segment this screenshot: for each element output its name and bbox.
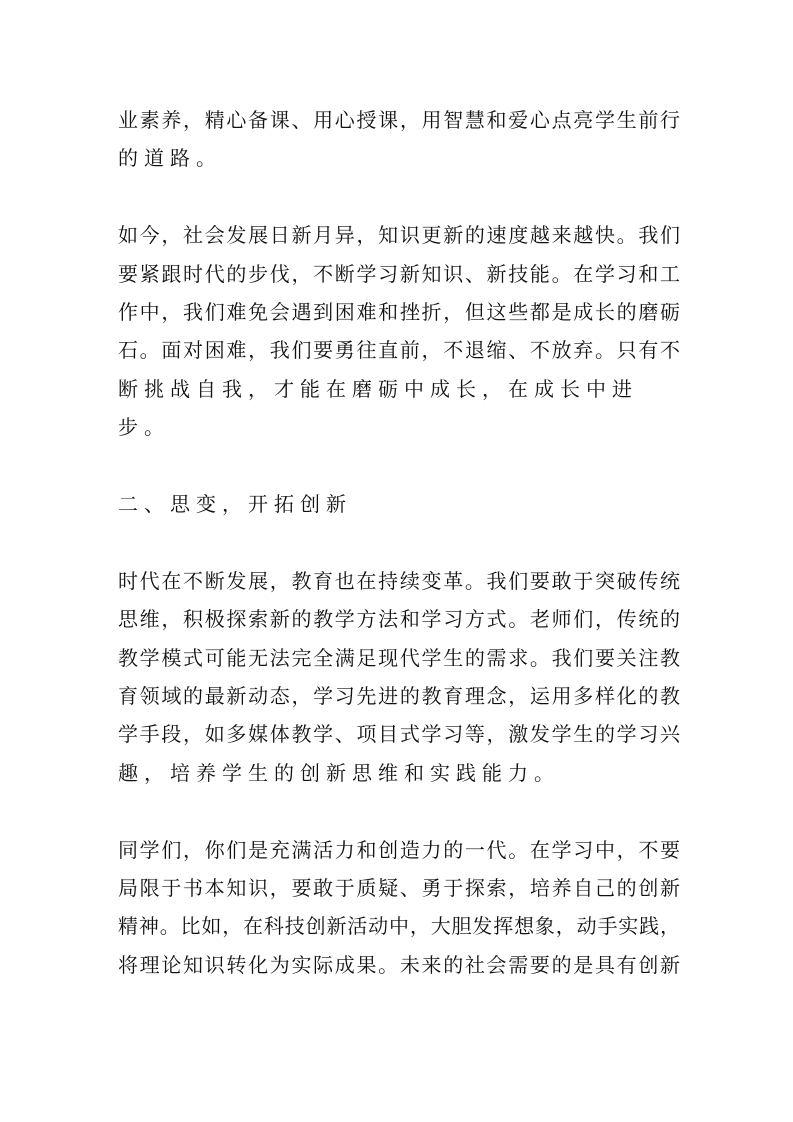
paragraph — [118, 562, 680, 792]
text-line: 要紧跟时代的步伐，不断学习新知识、新技能。在学习和工 — [118, 261, 680, 286]
text-line: 学手段，如多媒体教学、项目式学习等，激发学生的学习兴 — [118, 722, 680, 747]
text-line: 石。面对困难，我们要勇往直前，不退缩、不放弃。只有不 — [118, 338, 680, 363]
text-line: 业素养，精心备课、用心授课，用智慧和爱心点亮学生前行 — [118, 108, 680, 132]
text-line: 局限于书本知识，要敢于质疑、勇于探索，培养自己的创新 — [118, 876, 680, 901]
text-line: 教学模式可能无法完全满足现代学生的需求。我们要关注教 — [118, 645, 680, 670]
text-line: 思维，积极探索新的教学方法和学习方式。老师们，传统的 — [118, 607, 680, 632]
text-line: 断挑战自我，才能在磨砺中成长，在成长中进步。 — [118, 376, 638, 440]
section-heading — [118, 485, 680, 523]
text-line: 同学们，你们是充满活力和创造力的一代。在学习中，不要 — [118, 837, 680, 862]
document-page — [118, 101, 680, 1023]
text-line: 如今，社会发展日新月异，知识更新的速度越来越快。我们 — [118, 223, 680, 248]
text-line: 的道路。 — [118, 146, 222, 171]
text-line: 趣，培养学生的创新思维和实践能力。 — [118, 760, 560, 785]
text-line: 育领域的最新动态，学习先进的教育理念，运用多样化的教 — [118, 684, 680, 709]
paragraph — [118, 831, 680, 985]
paragraph — [118, 216, 680, 446]
paragraph — [118, 101, 680, 178]
text-line: 精神。比如，在科技创新活动中，大胆发挥想象，动手实践， — [118, 914, 680, 939]
text-line: 作中，我们难免会遇到困难和挫折，但这些都是成长的磨砺 — [118, 300, 680, 325]
heading-text: 二、思变，开拓创新 — [118, 492, 352, 517]
text-line: 时代在不断发展，教育也在持续变革。我们要敢于突破传统 — [118, 568, 680, 593]
text-line: 将理论知识转化为实际成果。未来的社会需要的是具有创新 — [118, 952, 680, 977]
